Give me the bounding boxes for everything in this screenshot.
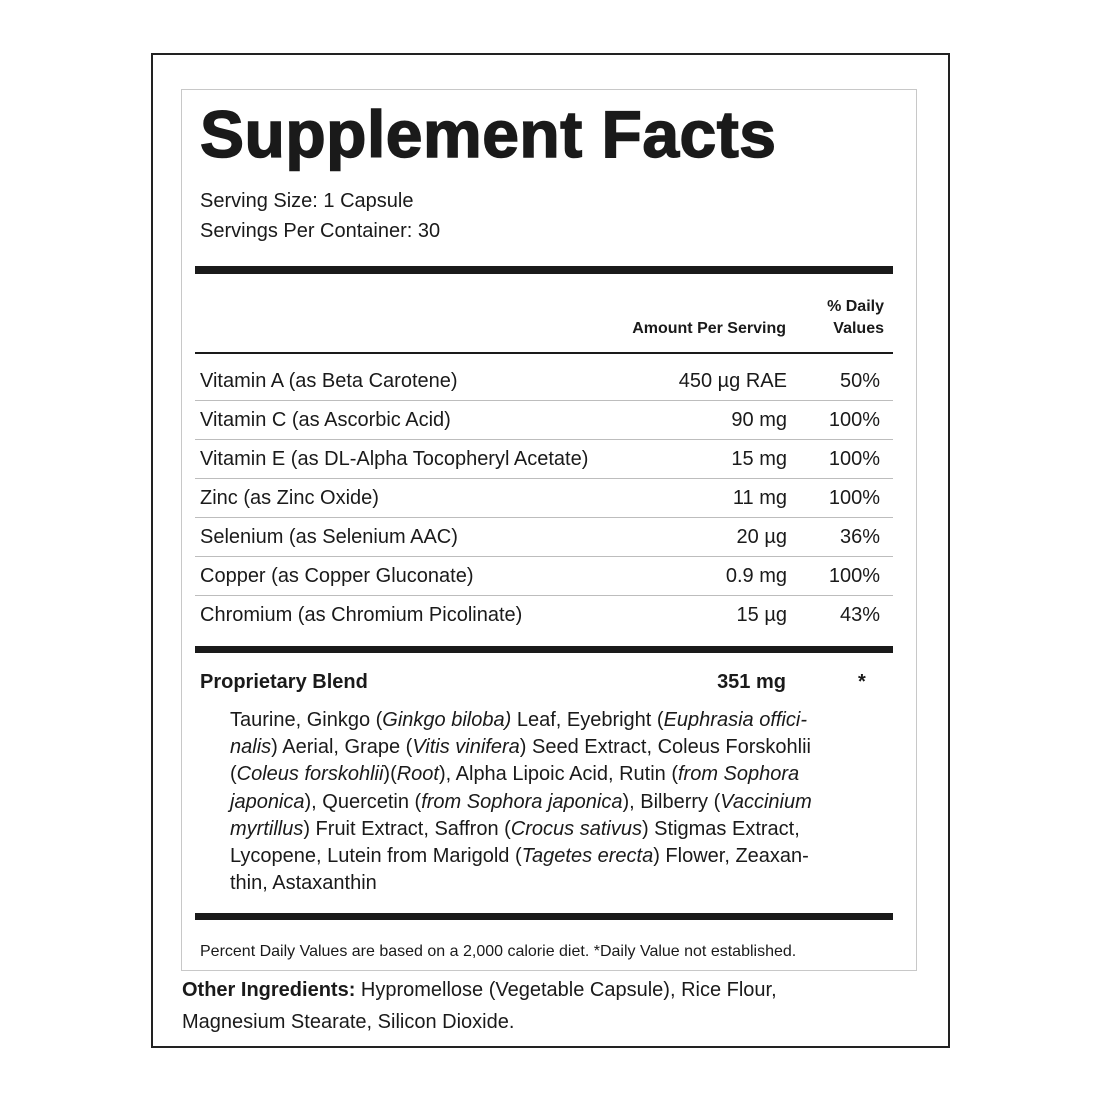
nutrient-dv: 43% [839, 604, 880, 626]
ingredient-text: ), Quercetin ( [304, 790, 422, 813]
blend-line [230, 816, 812, 843]
botanical-name: Ginkgo biloba) [382, 709, 512, 731]
blend-line [230, 843, 812, 870]
nutrient-amount: 0.9 mg [725, 565, 787, 587]
botanical-name: japonica [230, 790, 305, 813]
nutrient-amount: 450 µg RAE [678, 370, 787, 392]
botanical-name: Vaccinium [720, 790, 812, 813]
other-ingredients-label: Other Ingredients: [182, 979, 356, 1001]
nutrient-name: Vitamin A (as Beta Carotene) [200, 370, 458, 392]
botanical-name: Root [396, 763, 439, 786]
servings-per-container: Servings Per Container: 30 [200, 220, 441, 242]
ingredient-text: thin, Astaxanthin [230, 872, 377, 895]
botanical-name: from Sophora japonica [421, 790, 623, 813]
ingredient-text: ) Flower, Zeaxan- [653, 845, 809, 868]
botanical-name: myrtillus [230, 817, 304, 840]
nutrient-amount: 15 µg [736, 604, 787, 626]
thick-divider [195, 266, 893, 274]
nutrient-row [195, 557, 893, 596]
nutrient-dv: 50% [839, 370, 880, 392]
dv-header-line2: Values [833, 320, 884, 337]
other-ingredients [182, 979, 777, 1002]
ingredient-text: )( [383, 763, 397, 786]
ingredient-text: ) Seed Extract, Coleus Forskohlii [519, 736, 811, 759]
blend-ingredients [230, 707, 812, 897]
nutrient-name: Vitamin C (as Ascorbic Acid) [200, 409, 451, 431]
blend-line [230, 870, 812, 897]
nutrient-amount: 15 mg [731, 448, 787, 470]
botanical-name: nalis [230, 736, 272, 759]
thick-divider [195, 913, 893, 920]
nutrient-name: Vitamin E (as DL-Alpha Tocopheryl Acetate) [200, 448, 589, 470]
nutrient-name: Copper (as Copper Gluconate) [200, 565, 474, 587]
amount-header: Amount Per Serving [632, 320, 786, 337]
nutrient-amount: 90 mg [731, 409, 787, 431]
nutrient-dv: 100% [828, 487, 880, 509]
botanical-name: Coleus forskohlii [236, 763, 384, 786]
blend-line [230, 789, 812, 816]
header-divider [195, 352, 893, 354]
nutrient-name: Zinc (as Zinc Oxide) [200, 487, 379, 509]
ingredient-text: Lycopene, Lutein from Marigold ( [230, 845, 522, 868]
blend-dv: * [858, 671, 866, 693]
botanical-name: Crocus sativus [510, 817, 642, 840]
nutrient-name: Chromium (as Chromium Picolinate) [200, 604, 523, 626]
nutrient-dv: 36% [839, 526, 880, 548]
nutrient-row [195, 518, 893, 557]
nutrient-dv: 100% [828, 565, 880, 587]
thick-divider [195, 646, 893, 653]
nutrient-row [195, 362, 893, 401]
nutrient-amount: 11 mg [732, 487, 787, 509]
serving-size: Serving Size: 1 Capsule [200, 190, 414, 212]
blend-line [230, 734, 812, 761]
other-ingredients-line2: Magnesium Stearate, Silicon Dioxide. [182, 1011, 515, 1033]
ingredient-text: ), Alpha Lipoic Acid, Rutin ( [438, 763, 678, 786]
botanical-name: Vitis vinifera [412, 736, 520, 759]
ingredient-text: ) Stigmas Extract, [641, 817, 800, 840]
blend-name: Proprietary Blend [200, 671, 368, 693]
ingredient-text: Leaf, Eyebright ( [511, 709, 664, 731]
ingredient-text: ) Fruit Extract, Saffron ( [303, 817, 511, 840]
ingredient-text: ) Aerial, Grape ( [271, 736, 413, 759]
ingredient-text: Taurine, Ginkgo ( [230, 709, 383, 731]
dv-header-line1: % Daily [827, 298, 884, 315]
nutrient-dv: 100% [828, 448, 880, 470]
nutrient-name: Selenium (as Selenium AAC) [200, 526, 458, 548]
nutrient-amount: 20 µg [736, 526, 787, 548]
dv-header [827, 296, 884, 340]
footnote: Percent Daily Values are based on a 2,000 calorie diet. *Daily Value not established. [200, 943, 797, 960]
ingredient-text: ), Bilberry ( [622, 790, 721, 813]
botanical-name: from Sophora [678, 763, 800, 786]
botanical-name: Tagetes erecta [521, 845, 654, 868]
nutrient-dv: 100% [828, 409, 880, 431]
other-ingredients-line1: Hypromellose (Vegetable Capsule), Rice Flour, [355, 979, 777, 1001]
blend-line [230, 707, 812, 734]
nutrient-row [195, 596, 893, 635]
ingredient-text: ( [230, 763, 237, 786]
nutrient-row [195, 479, 893, 518]
nutrient-row [195, 401, 893, 440]
blend-line [230, 761, 812, 788]
botanical-name: Euphrasia offici- [663, 709, 807, 731]
nutrient-row [195, 440, 893, 479]
page-title: Supplement Facts [200, 97, 777, 171]
blend-amount: 351 mg [717, 671, 786, 693]
